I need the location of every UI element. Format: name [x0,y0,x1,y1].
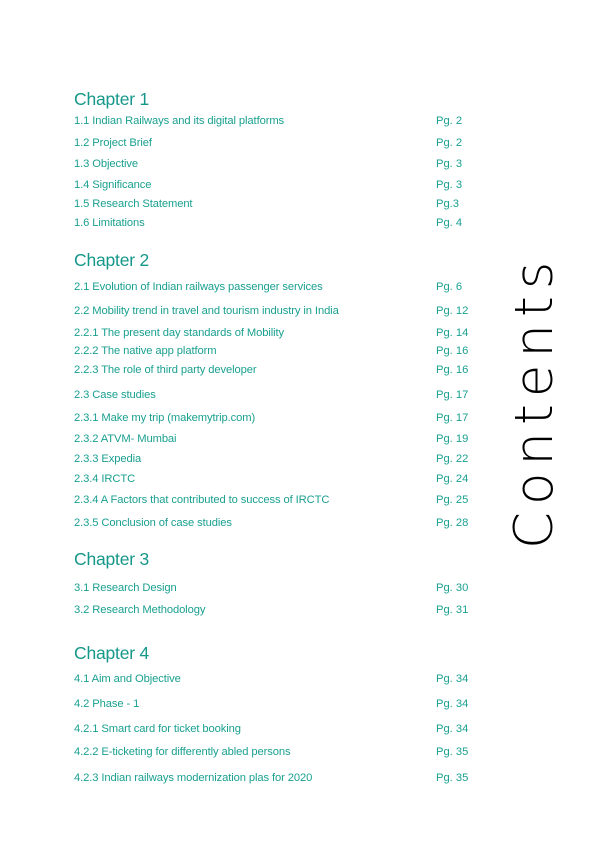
toc-entry-page: Pg. 17 [436,412,469,424]
toc-entry-label: 4.1 Aim and Objective [74,673,181,685]
toc-entry-label: 1.2 Project Brief [74,137,152,149]
toc-entry-label: 4.2.2 E-ticketing for differently abled persons [74,746,291,758]
toc-entry-label: 3.1 Research Design [74,582,177,594]
toc-entry-page: Pg.3 [436,198,460,210]
toc-entry [74,494,474,510]
toc-entry [74,698,474,714]
toc-entry [74,158,474,174]
toc-entry-page: Pg. 35 [436,746,469,758]
toc-entry-label: 4.2 Phase - 1 [74,698,140,710]
toc-entry [74,198,474,214]
toc-entry-label: 2.2 Mobility trend in travel and tourism industry in India [74,305,339,317]
chapter-4-heading: Chapter 4 [74,643,150,663]
toc-entry-page: Pg. 16 [436,364,469,376]
toc-entry-page: Pg. 34 [436,673,469,685]
toc-entry [74,217,474,233]
toc-entry-label: 2.3.3 Expedia [74,453,142,465]
toc-entry [74,746,474,762]
chapter-3-heading: Chapter 3 [74,549,150,569]
toc-entry [74,327,474,343]
toc-entry-label: 2.3.4 A Factors that contributed to success of IRCTC [74,494,330,506]
toc-entry-page: Pg. 6 [436,281,463,293]
toc-entry [74,345,474,361]
toc-entry-label: 4.2.3 Indian railways modernization plas for 2020 [74,772,313,784]
chapter-1-heading: Chapter 1 [74,89,150,109]
toc-entry [74,604,474,620]
toc-entry-page: Pg. 2 [436,115,463,127]
toc-entry [74,433,474,449]
toc-entry [74,772,474,788]
toc-entry [74,305,474,321]
toc-entry [74,473,474,489]
toc-entry-label: 1.4 Significance [74,179,152,191]
toc-entry-label: 2.2.2 The native app platform [74,345,217,357]
toc-entry-label: 1.3 Objective [74,158,138,170]
toc-entry-page: Pg. 19 [436,433,469,445]
toc-entry [74,281,474,297]
toc-entry-page: Pg. 25 [436,494,469,506]
toc-entry-label: 1.5 Research Statement [74,198,193,210]
toc-entry-label: 2.3.1 Make my trip (makemytrip.com) [74,412,256,424]
toc-entry [74,453,474,469]
toc-entry-label: 2.3.5 Conclusion of case studies [74,517,232,529]
toc-entry-page: Pg. 35 [436,772,469,784]
toc-entry-page: Pg. 16 [436,345,469,357]
toc-entry-page: Pg. 3 [436,179,463,191]
toc-entry [74,517,474,533]
toc-entry [74,389,474,405]
toc-entry-label: 2.2.3 The role of third party developer [74,364,257,376]
toc-entry-label: 2.3.2 ATVM- Mumbai [74,433,177,445]
toc-entry-label: 1.1 Indian Railways and its digital platforms [74,115,285,127]
toc-entry [74,582,474,598]
toc-entry-page: Pg. 34 [436,723,469,735]
toc-entry-page: Pg. 22 [436,453,469,465]
toc-entry [74,179,474,195]
toc-entry-label: 2.2.1 The present day standards of Mobility [74,327,285,339]
toc-entry-page: Pg. 31 [436,604,469,616]
toc-entry-page: Pg. 34 [436,698,469,710]
toc-entry-label: 1.6 Limitations [74,217,145,229]
toc-entry [74,673,474,689]
toc-entry-label: 2.1 Evolution of Indian railways passenger services [74,281,323,293]
page-title: Contents [504,254,565,549]
toc-entry [74,723,474,739]
toc-entry-page: Pg. 14 [436,327,469,339]
toc-entry-page: Pg. 3 [436,158,463,170]
toc-entry-page: Pg. 24 [436,473,469,485]
toc-entry-label: 4.2.1 Smart card for ticket booking [74,723,241,735]
toc-entry-page: Pg. 28 [436,517,469,529]
toc-entry-page: Pg. 30 [436,582,469,594]
toc-entry [74,364,474,380]
toc-entry [74,115,474,131]
toc-entry-label: 2.3.4 IRCTC [74,473,136,485]
toc-entry [74,137,474,153]
toc-entry-label: 2.3 Case studies [74,389,156,401]
toc-entry-label: 3.2 Research Methodology [74,604,206,616]
toc-entry [74,412,474,428]
toc-entry-page: Pg. 4 [436,217,463,229]
toc-entry-page: Pg. 2 [436,137,463,149]
toc-entry-page: Pg. 17 [436,389,469,401]
chapter-2-heading: Chapter 2 [74,250,150,270]
toc-entry-page: Pg. 12 [436,305,469,317]
